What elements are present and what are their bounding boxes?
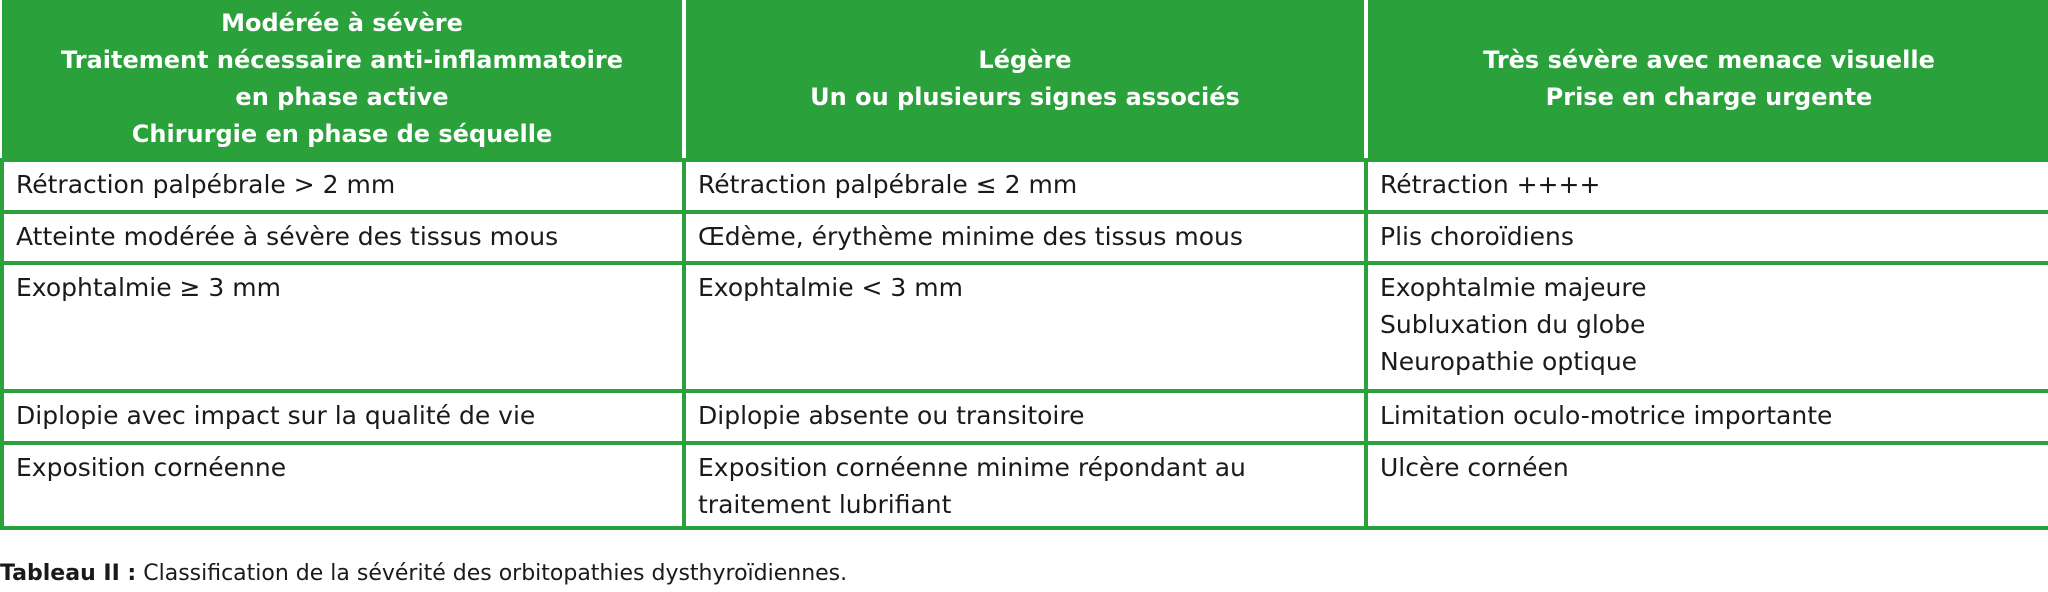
- cell-line: Subluxation du globe: [1380, 310, 1646, 340]
- table-cell: [2, 443, 684, 528]
- cell-line: Ulcère cornéen: [1380, 452, 1569, 482]
- table-cell: [684, 160, 1366, 212]
- header-line: Prise en charge urgente: [1545, 83, 1873, 111]
- cell-line: Exophtalmie ≥ 3 mm: [16, 273, 281, 303]
- table-row: [2, 212, 2048, 264]
- cell-line: Exposition cornéenne: [16, 452, 287, 482]
- table-row: [2, 263, 2048, 391]
- table-cell: [1366, 263, 2048, 391]
- table-cell: [684, 263, 1366, 391]
- caption-text: Classification de la sévérité des orbitopathies dysthyroïdiennes.: [143, 561, 848, 586]
- table-cell: [2, 160, 684, 212]
- header-moderate-severe: [2, 0, 684, 160]
- cell-line: Exophtalmie < 3 mm: [698, 273, 963, 303]
- table-cell: [1366, 443, 2048, 528]
- header-line: Très sévère avec menace visuelle: [1483, 46, 1935, 74]
- table-row: [2, 160, 2048, 212]
- header-line: Modérée à sévère: [221, 9, 463, 37]
- cell-line: traitement lubrifiant: [698, 489, 952, 519]
- header-line: en phase active: [235, 83, 449, 111]
- caption-label: Tableau II :: [0, 561, 137, 586]
- table-row: [2, 391, 2048, 443]
- table-cell: [684, 212, 1366, 264]
- cell-line: Limitation oculo-motrice importante: [1380, 401, 1833, 431]
- table-cell: [1366, 160, 2048, 212]
- cell-line: Atteinte modérée à sévère des tissus mous: [16, 221, 559, 251]
- table-cell: [2, 391, 684, 443]
- cell-line: Diplopie absente ou transitoire: [698, 401, 1085, 431]
- table-cell: [2, 212, 684, 264]
- table-row: [2, 443, 2048, 528]
- table-cell: [1366, 212, 2048, 264]
- table-cell: [684, 391, 1366, 443]
- header-line: Chirurgie en phase de séquelle: [131, 120, 553, 148]
- cell-line: Plis choroïdiens: [1380, 221, 1574, 251]
- cell-line: Œdème, érythème minime des tissus mous: [698, 221, 1243, 251]
- cell-line: Exophtalmie majeure: [1380, 273, 1647, 303]
- cell-line: Diplopie avec impact sur la qualité de vie: [16, 401, 536, 431]
- cell-line: Rétraction ++++: [1380, 170, 1601, 199]
- header-mild: [684, 0, 1366, 160]
- header-line: Légère: [978, 46, 1072, 74]
- table-cell: [684, 443, 1366, 528]
- table-caption: [0, 559, 847, 589]
- table-cell: [1366, 391, 2048, 443]
- header-line: Traitement nécessaire anti-inflammatoire: [60, 46, 624, 74]
- cell-line: Exposition cornéenne minime répondant au: [698, 452, 1246, 482]
- table-header-row: [2, 0, 2048, 160]
- table-cell: [2, 263, 684, 391]
- cell-line: Rétraction palpébrale > 2 mm: [16, 170, 396, 199]
- header-very-severe: [1366, 0, 2048, 160]
- cell-line: Rétraction palpébrale ≤ 2 mm: [698, 170, 1078, 199]
- cell-line: Neuropathie optique: [1380, 347, 1638, 377]
- header-line: Un ou plusieurs signes associés: [810, 83, 1240, 111]
